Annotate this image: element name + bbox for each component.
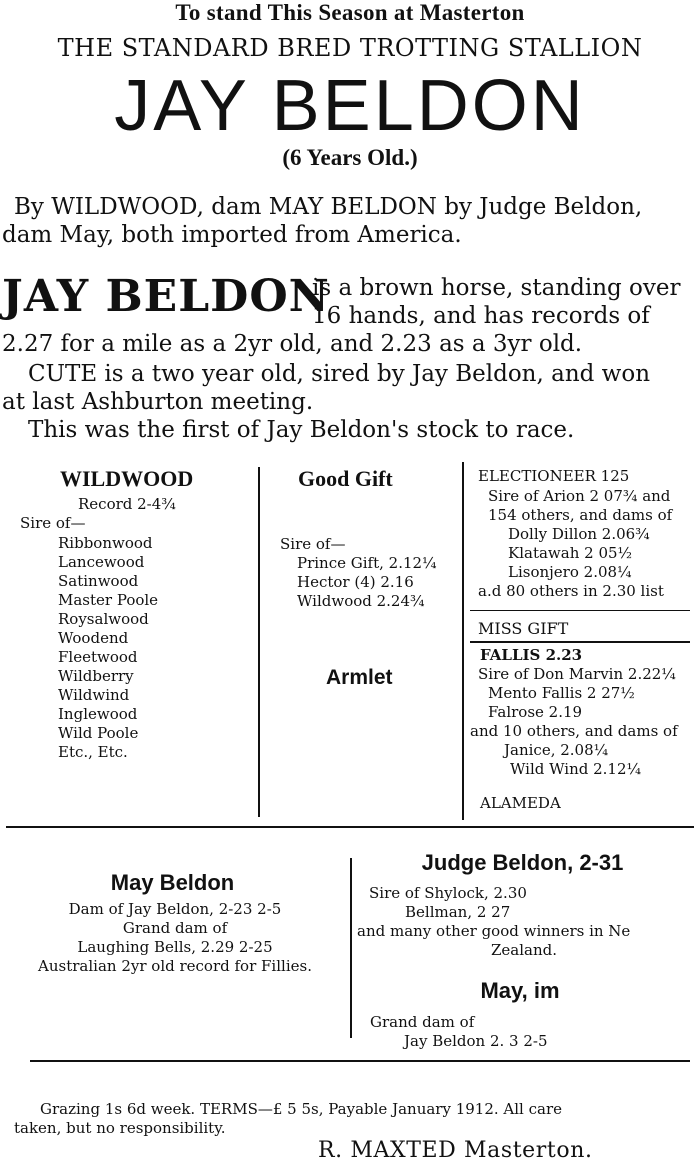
divider-horizontal-1 <box>6 826 694 828</box>
intro-line-1: By WILDWOOD, dam MAY BELDON by Judge Beldon, <box>14 194 643 220</box>
fallis-progeny-list <box>470 665 678 779</box>
owner-signature: R. MAXTED Masterton. <box>318 1138 593 1163</box>
good-gift-progeny-item: Hector (4) 2.16 <box>297 573 414 591</box>
wildwood-progeny-item: Roysalwood <box>58 610 149 628</box>
may-beldon-title: May Beldon <box>110 870 235 895</box>
description-line-1: is a brown horse, standing over <box>312 275 681 301</box>
may-line: Grand dam of <box>370 1013 475 1031</box>
fallis-line: Sire of Don Marvin 2.22¼ <box>478 665 676 683</box>
electioneer-line: Klatawah 2 05½ <box>508 544 633 562</box>
divider-miss-gift-bottom <box>470 641 690 643</box>
divider-vertical-1 <box>258 467 260 817</box>
may-line: Jay Beldon 2. 3 2-5 <box>404 1032 548 1050</box>
wildwood-progeny-item: Wild Poole <box>58 724 139 742</box>
description-line-3: 2.27 for a mile as a 2yr old, and 2.23 as a 3yr old. <box>2 331 583 357</box>
alameda-title: ALAMEDA <box>480 794 561 812</box>
wildwood-progeny-item: Woodend <box>58 629 129 647</box>
electioneer-title: ELECTIONEER 125 <box>478 467 630 485</box>
intro-line-2: dam May, both imported from America. <box>2 222 462 248</box>
header-line-2: THE STANDARD BRED TROTTING STALLION <box>57 34 643 62</box>
may-details <box>370 1013 548 1051</box>
good-gift-sire-of: Sire of— <box>280 535 346 553</box>
may-beldon-line: Australian 2yr old record for Fillies. <box>38 957 312 975</box>
judge-beldon-line: Bellman, 2 27 <box>405 903 511 921</box>
wildwood-progeny-item: Inglewood <box>58 705 138 723</box>
wildwood-sire-of: Sire of— <box>20 514 86 532</box>
electioneer-line: 154 others, and dams of <box>488 506 673 524</box>
wildwood-progeny-item: Wildwind <box>58 686 130 704</box>
fallis-line: and 10 others, and dams of <box>470 722 678 740</box>
may-beldon-details <box>0 900 350 976</box>
wildwood-progeny-item: Master Poole <box>58 591 159 609</box>
electioneer-progeny-list <box>478 487 672 601</box>
wildwood-progeny-item: Satinwood <box>58 572 139 590</box>
electioneer-line: Sire of Arion 2 07¾ and <box>488 487 671 505</box>
stallion-age: (6 Years Old.) <box>282 145 418 170</box>
judge-beldon-line: Sire of Shylock, 2.30 <box>369 884 527 902</box>
divider-miss-gift-top <box>470 610 690 611</box>
description-line-5: at last Ashburton meeting. <box>2 389 314 415</box>
wildwood-progeny-item: Ribbonwood <box>58 534 153 552</box>
description-line-4: CUTE is a two year old, sired by Jay Beldon, and won <box>28 361 651 387</box>
judge-beldon-line: Zealand. <box>491 941 558 959</box>
good-gift-progeny-list <box>297 554 437 611</box>
judge-beldon-line: and many other good winners in Ne <box>357 922 631 940</box>
header-line-1: To stand This Season at Masterton <box>175 0 525 25</box>
wildwood-progeny-item: Wildberry <box>58 667 134 685</box>
fallis-line: Mento Fallis 2 27½ <box>488 684 635 702</box>
wildwood-title: WILDWOOD <box>60 466 194 491</box>
electioneer-line: a.d 80 others in 2.30 list <box>478 582 664 600</box>
stallion-name: JAY BELDON <box>114 66 586 146</box>
may-title: May, im <box>480 978 560 1003</box>
good-gift-progeny-item: Wildwood 2.24¾ <box>297 592 425 610</box>
fallis-line: Falrose 2.19 <box>488 703 583 721</box>
fallis-line: Wild Wind 2.12¼ <box>510 760 642 778</box>
armlet-title: Armlet <box>326 666 393 689</box>
judge-beldon-details <box>355 884 700 960</box>
divider-vertical-2 <box>462 462 464 820</box>
may-beldon-line: Grand dam of <box>122 919 228 937</box>
wildwood-progeny-list <box>58 534 158 762</box>
wildwood-progeny-item: Etc., Etc. <box>58 743 128 761</box>
wildwood-record: Record 2-4¾ <box>78 495 176 513</box>
description-line-2: 16 hands, and has records of <box>312 303 650 329</box>
divider-horizontal-2 <box>30 1060 690 1062</box>
fallis-title: FALLIS 2.23 <box>480 646 583 664</box>
terms-line-1: Grazing 1s 6d week. TERMS—£ 5 5s, Payable January 1912. All care <box>40 1100 563 1118</box>
may-beldon-line: Dam of Jay Beldon, 2-23 2-5 <box>68 900 282 918</box>
electioneer-line: Dolly Dillon 2.06¾ <box>508 525 650 543</box>
terms-line-2: taken, but no responsibility. <box>14 1119 226 1137</box>
description-line-6: This was the first of Jay Beldon's stock to race. <box>28 417 575 443</box>
fallis-line: Janice, 2.08¼ <box>504 741 609 759</box>
divider-vertical-3 <box>350 858 352 1038</box>
electioneer-line: Lisonjero 2.08¼ <box>508 563 632 581</box>
wildwood-progeny-item: Fleetwood <box>58 648 138 666</box>
description-name: JAY BELDON <box>2 271 330 322</box>
miss-gift-title: MISS GIFT <box>478 619 569 638</box>
good-gift-progeny-item: Prince Gift, 2.12¼ <box>297 554 437 572</box>
may-beldon-line: Laughing Bells, 2.29 2-25 <box>77 938 273 956</box>
judge-beldon-title: Judge Beldon, 2-31 <box>421 850 624 875</box>
good-gift-title: Good Gift <box>298 466 393 491</box>
wildwood-progeny-item: Lancewood <box>58 553 145 571</box>
